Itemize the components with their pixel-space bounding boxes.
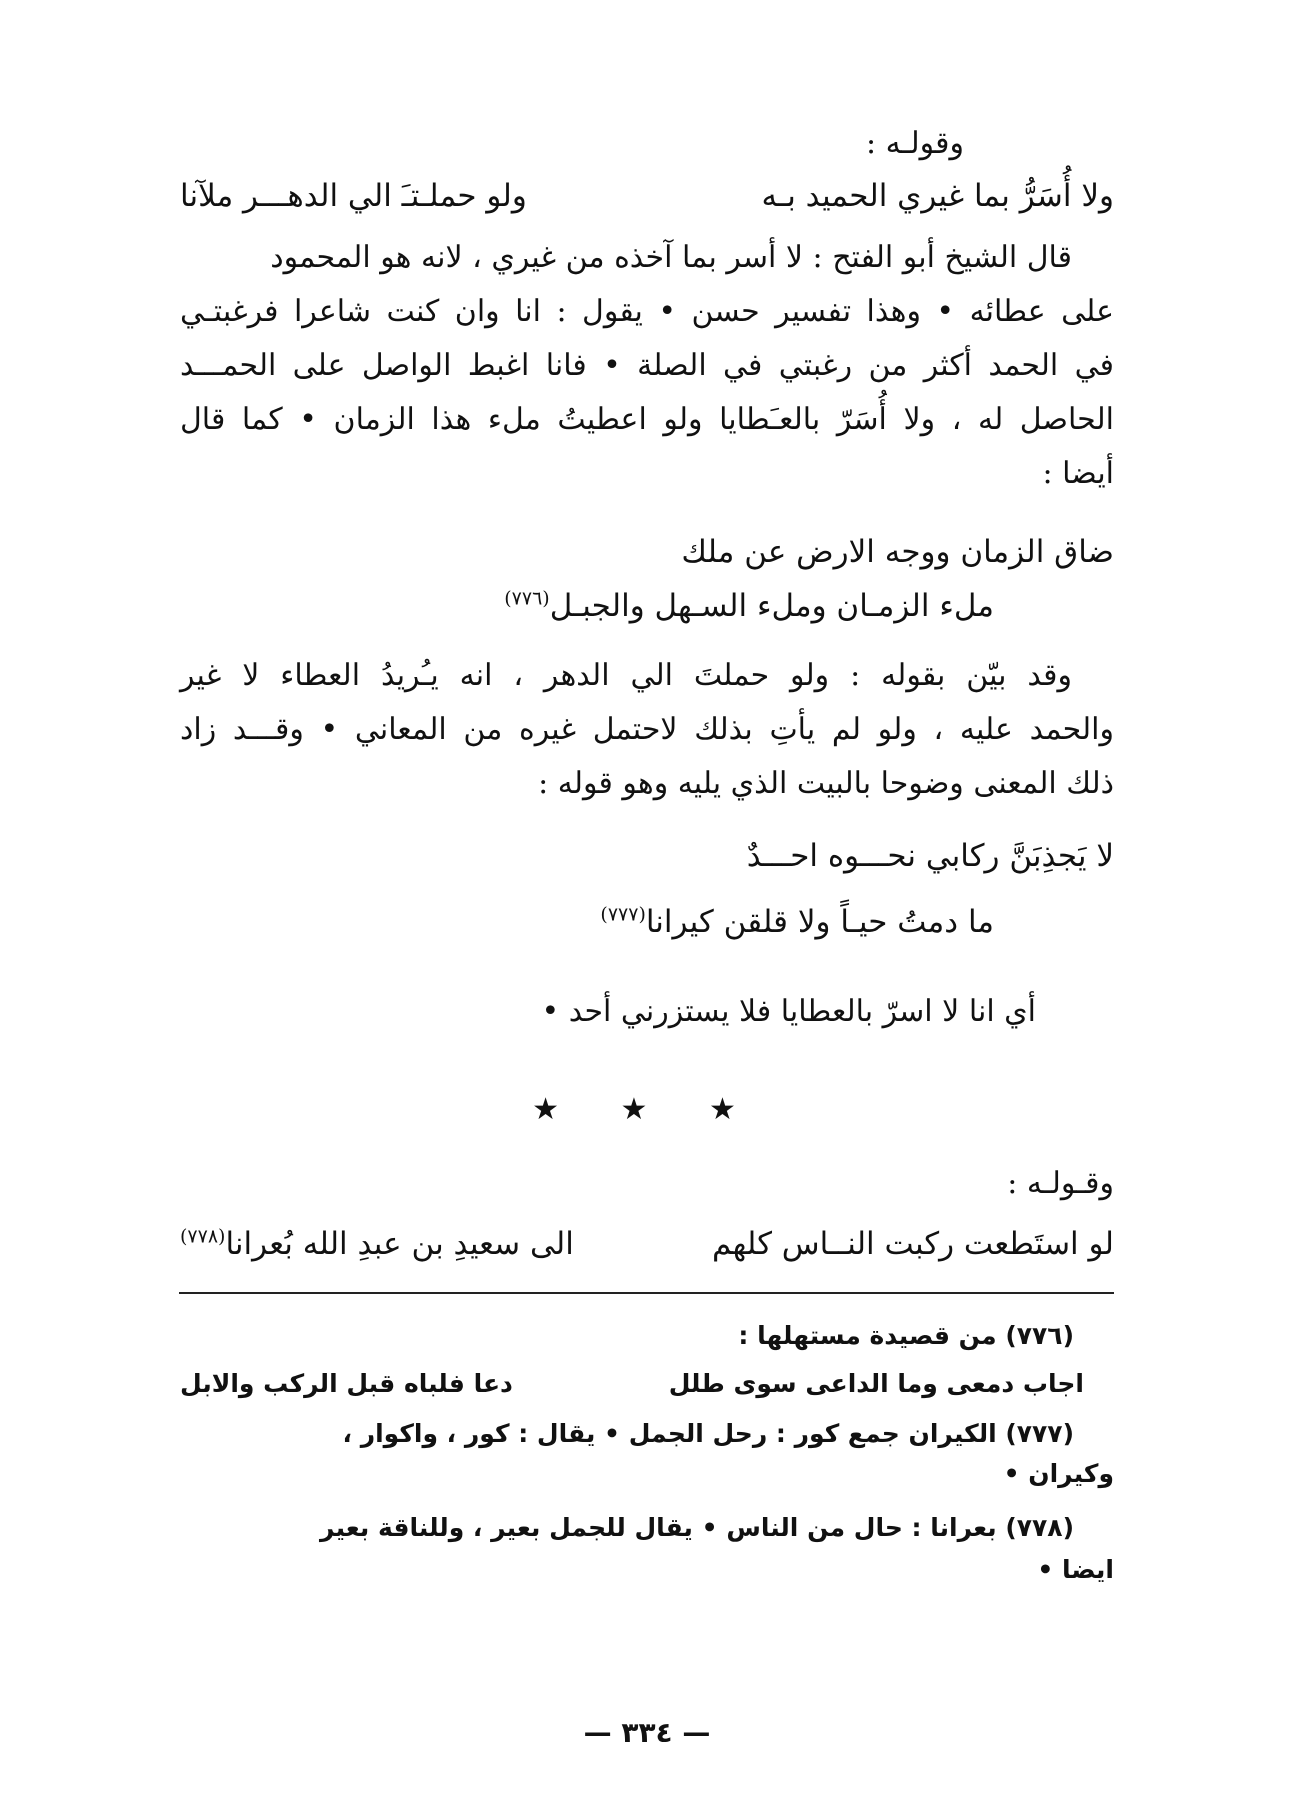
verse-3-second-hemistich-text: ما دمتُ حيـاً ولا قلقن كيرانا (645, 904, 994, 940)
footnote-verse-second-hemistich: دعا فلباه قبل الركب والابل (180, 1369, 513, 1398)
footnote-778-continued: ايضا • (1037, 1555, 1114, 1584)
verse-2-second-hemistich-text: ملء الزمـان وملء السـهل والجبـل (549, 588, 994, 624)
verse-3-first-hemistich: لا يَجذِبَنَّ ركابي نحـــوه احـــدٌ (746, 838, 1114, 874)
verse-2-first-hemistich: ضاق الزمان ووجه الارض عن ملك (681, 534, 1114, 570)
footnote-777: (٧٧٧) الكيران جمع كور : رحل الجمل • يقال : كور ، واكوار ، (342, 1419, 1074, 1448)
verse-1-first-hemistich: ولا أُسَرُّ بما غيري الحميد بـه (761, 178, 1114, 214)
footnote-ref-776[interactable]: (٧٧٦) (504, 587, 550, 610)
footnote-verse-first-hemistich: اجاب دمعى وما الداعى سوى طلل (668, 1369, 1084, 1398)
footnote-ref-777[interactable]: (٧٧٧) (600, 903, 646, 926)
verse-3-second-hemistich (600, 900, 994, 944)
footnote-777-continued: وكيران • (1003, 1459, 1114, 1488)
commentary-line: قال الشيخ أبو الفتح : لا أسر بما آخذه من غيري ، لانه هو المحمود (270, 240, 1072, 275)
footnote-ref-778[interactable]: (٧٧٨) (180, 1225, 226, 1248)
footnote-divider (179, 1292, 1114, 1294)
commentary-line: أيضا : (1042, 456, 1114, 491)
commentary-line: والحمد عليه ، ولو لم يأتِ بذلك لاحتمل غيره من المعاني • وقـــد زاد (180, 712, 1114, 747)
commentary-line: على عطائه • وهذا تفسير حسن • يقول : انا وان كنت شاعرا فرغبتـي (180, 294, 1114, 329)
page-number: — ٣٣٤ — (583, 1716, 711, 1749)
commentary-line: في الحمد أكثر من رغبتي في الصلة • فانا اغبط الواصل على الحمـــد (180, 348, 1114, 383)
commentary-line: ذلك المعنى وضوحا بالبيت الذي يليه وهو قوله : (538, 766, 1114, 801)
commentary-line: الحاصل له ، ولا أُسَرّ بالعـَطايا ولو اعطيتُ ملء هذا الزمان • كما قال (180, 402, 1114, 437)
verse-1-second-hemistich: ولو حملـتـَ الي الدهـــر ملآنا (180, 178, 527, 214)
section-separator: ★ ★ ★ (532, 1092, 762, 1127)
verse-intro: وقولـه : (866, 126, 964, 161)
verse-4-first-hemistich: لو استَطعت ركبت النــاس كلهم (712, 1226, 1114, 1262)
verse-intro (180, 1162, 1114, 1206)
verse-4-second-hemistich-text: الى سعيدِ بن عبدِ الله بُعرانا (225, 1226, 574, 1262)
commentary-line: وقد بيّن بقوله : ولو حملتَ الي الدهر ، انه يـُريدُ العطاء لا غير (180, 658, 1072, 693)
verse-intro-text: وقـولـه : (1007, 1166, 1114, 1201)
footnote-778: (٧٧٨) بعرانا : حال من الناس • يقال للجمل بعير ، وللناقة بعير (320, 1513, 1074, 1542)
commentary-line: أي انا لا اسرّ بالعطايا فلا يستزرني أحد • (541, 994, 1036, 1029)
verse-2-second-hemistich (504, 584, 994, 628)
verse-4-second-hemistich (180, 1222, 574, 1266)
footnote-776: (٧٧٦) من قصيدة مستهلها : (738, 1321, 1074, 1350)
